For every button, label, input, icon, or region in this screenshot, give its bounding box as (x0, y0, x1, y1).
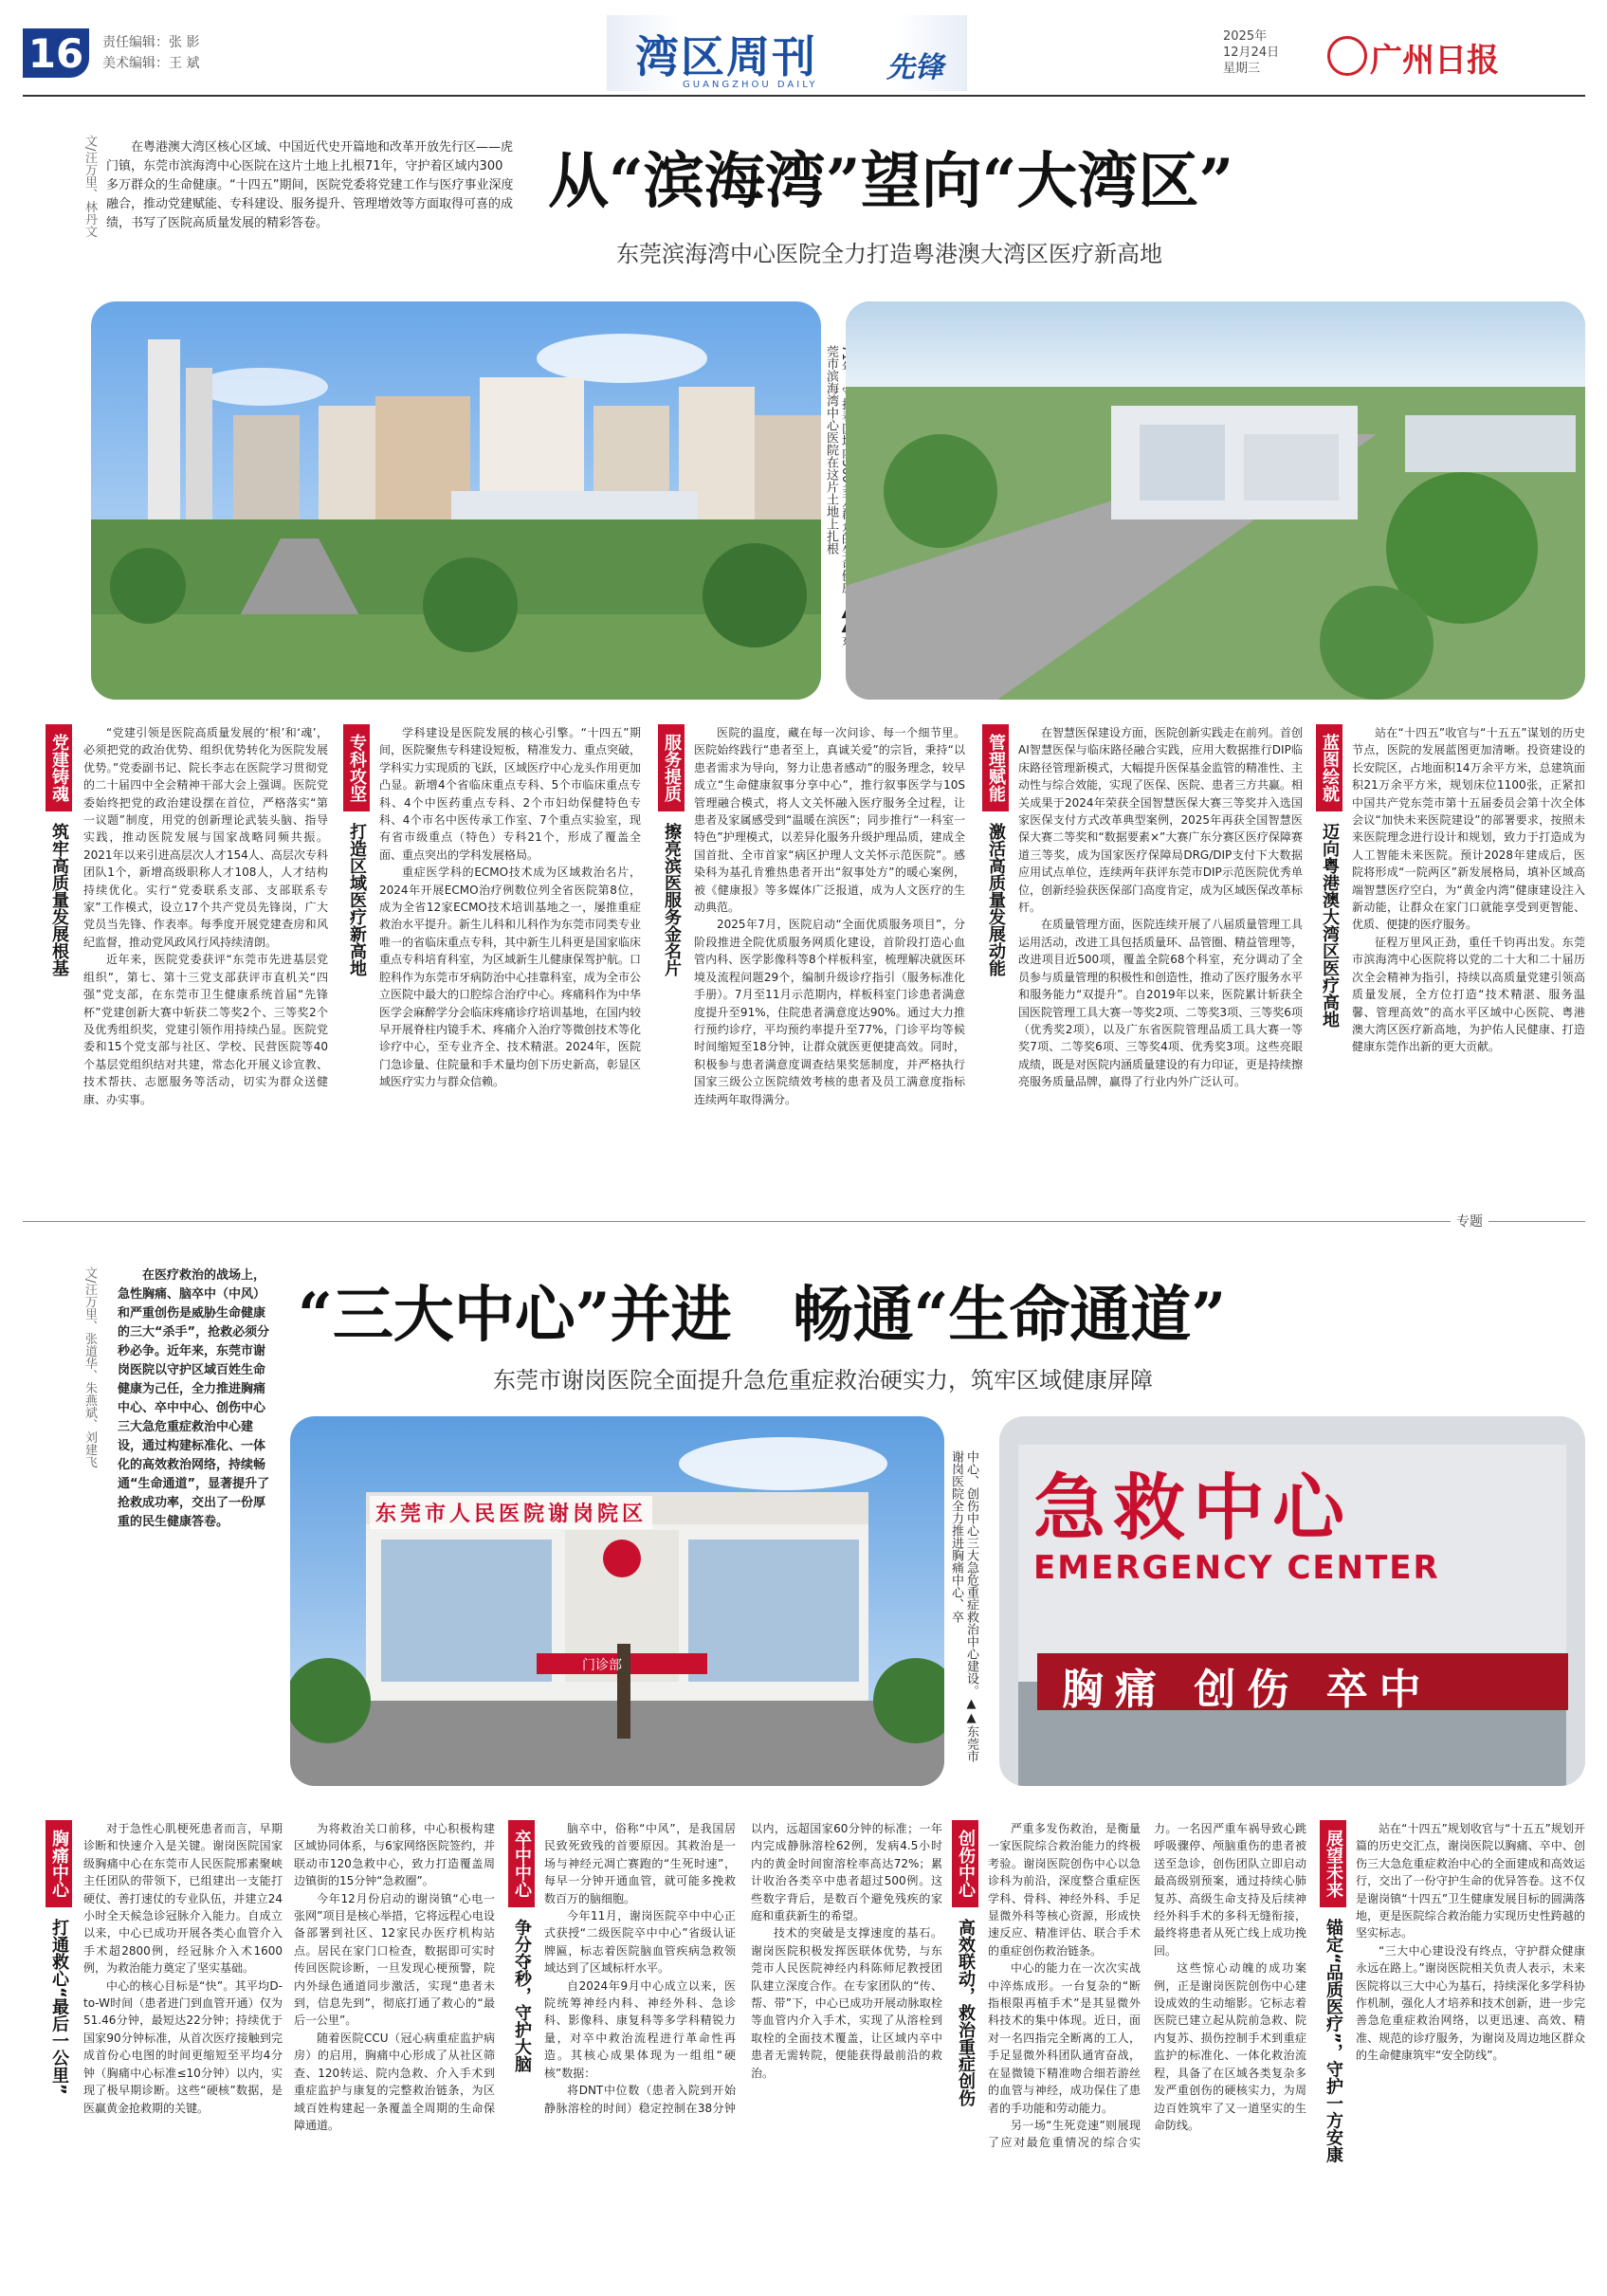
a2-s2-tag: 卒中中心 (508, 1820, 535, 1907)
a2-s2-p4: 将DNT中位数（患者入院到开始静脉溶栓的时间）稳定控制在38分钟以内，远超国家60分钟的标准；一年内完成静脉溶栓62例，发病4.5小时内的黄金时间窗溶栓率高达72%；累计收治各类卒中患者超过500例。这些数字背后，是数百个避免残疾的家庭和重获新生的希望。 (544, 1822, 942, 2115)
er-sign: 急救中心 (1033, 1466, 1352, 1550)
gate-sign: 门诊部 (582, 1658, 622, 1673)
paper-name: 广州日报 (1370, 42, 1499, 80)
a1-s4-head: 激活高质量发展动能 (986, 823, 1006, 976)
a2-s1b-body (294, 1820, 495, 2275)
a1-s1-p2: 近年来，医院党委获评“东莞市先进基层党组织”，第七、第十三党支部获评市直机关“四强”党支部，在东莞市卫生健康系统首届“先锋杯”党建创新大赛中斩获二等奖2个、三等奖2个及优秀组织奖，党建引领作用持续凸显。医院党委和15个党支部与社区、学校、民营医院等40个基层党组织结对共建，常态化开展义诊宣教、技术帮扶、志愿服务等活动，切实为群众送健康、办实事。 (83, 953, 328, 1106)
a2-s2-p2: 今年11月，谢岗医院卒中中心正式获授“二级医院卒中中心”省级认证牌匾，标志着医院脑血管疾病急救领域达到了区域标杆水平。 (544, 1909, 736, 1976)
a1-s2-body (379, 724, 641, 1198)
er-subsign: 胸痛 创伤 卒中 (1062, 1666, 1433, 1714)
article2-lead: 在医疗救治的战场上，急性胸痛、脑卒中（中风）和严重创伤是威胁生命健康的三大“杀手”，抢救必须分秒必争。近年来，东莞市谢岗医院以守护区域百姓生命健康为己任，全力推进胸痛中心、卒中中心、创伤中心三大急危重症救治中心建设，通过构建标准化、一体化的高效救治网络，持续畅通“生命通道”，显著提升了抢救成功率，交出了一份厚重的民生健康答卷。 (118, 1268, 270, 1529)
page-number: 16 (23, 28, 89, 78)
a2-s3-body (988, 1820, 1306, 2275)
a2-s2-p5: 技术的突破是支撑速度的基石。谢岗医院积极发挥医联体优势，与东莞市人民医院神经内科陈师尼教授团队建立深度合作。在专家团队的“传、帮、带”下，中心已成功开展动脉取栓等血管内介入手术，实现了从溶栓到取栓的全面技术覆盖，让区域内卒中患者无需转院，便能获得最前沿的救治。 (751, 1926, 942, 2080)
hospital-sign: 东莞市人民医院谢岗院区 (370, 1496, 652, 1529)
a2-s1-p2: 中心的核心目标是“快”。其平均D-to-W时间（患者进门到血管开通）仅为51.46分钟，最短达22分钟；持续优于国家90分钟标准，从首次医疗接触到完成首份心电图的时间更缩短至平均4分钟（胸痛中心标准≤10分钟）以内，实现了极早期诊断。这些“硬核”数据，是医赢黄金抢救期的关键。 (83, 1978, 283, 2115)
article1-lead: 在粤港澳大湾区核心区域、中国近代史开篇地和改革开放先行区——虎门镇，东莞市滨海湾中心医院在这片土地上扎根71年，守护着区域内300多万群众的生命健康。“十四五”期间，医院党委将党建工作与医疗事业深度融合，推动党建赋能、专科建设、服务提升、管理增效等方面取得可喜的成绩，书写了医院高质量发展的精彩答卷。 (106, 140, 514, 230)
er-sign-english: EMERGENCY CENTER (1033, 1549, 1440, 1587)
a1-s3-p1: 医院的温度，藏在每一次问诊、每一个细节里。医院始终践行“患者至上，真诚关爱”的宗旨，秉持“以患者需求为导向，努力让患者感动”的服务理念，较早成立“生命健康叙事分享中心”，推行叙事医学与10S管理融合模式，将人文关怀融入医疗服务全过程，让患者及家属感受到“温暖在滨医”；同步推行“一科室一特色”护理模式，以差异化服务升级护理品质，建成全国首批、全市首家“病区护理人文关怀示范医院”。感染科为基孔肯雅热患者开出“叙事处方”的暖心案例，被《健康报》等多媒体广泛报道，成为人文医疗的生动典范。 (694, 726, 965, 915)
article2-photo-hospital (290, 1416, 944, 1786)
special-topic-label: 专题 (1451, 1212, 1488, 1230)
section-title: 湾区周刊 (635, 31, 817, 82)
article1-photo-aerial (846, 301, 1585, 700)
article2-byline: 文/汪万里、张道华、朱燕斌、刘建飞 (82, 1266, 97, 1468)
article2-title: “三大中心”并进 畅通“生命通道” (298, 1280, 1227, 1351)
section-subtitle: 先锋 (886, 51, 943, 84)
a2-s1-p1: 对于急性心肌梗死患者而言，早期诊断和快速介入是关键。谢岗医院国家级胸痛中心在东莞市人民医院邢素聚峡主任团队的带领下，已组建出一支能打硬仗、善打速仗的专业队伍，并建立24小时全天候急诊冠脉介入能力。自成立以来，中心已成功开展各类心血管介入手术超2800例，经冠脉介入术1600例，为救治能力奠定了坚实基础。 (83, 1822, 283, 1976)
article1-photo-caption: 莞市滨海湾中心医院在这片土地上扎根 (824, 345, 838, 555)
header-rule (23, 95, 1585, 97)
a2-s3-head: 高效联动，救治重症创伤 (956, 1919, 976, 2106)
a1-s5-body (1352, 724, 1585, 1198)
a2-s2-p3: 自2024年9月中心成立以来，医院统筹神经内科、神经外科、急诊科、影像科、康复科等多学科精锐力量，对卒中救治流程进行革命性再造。其核心成果体现为一组组“硬核”数据： (544, 1978, 736, 2080)
date-weekday: 星期三 (1223, 62, 1261, 76)
a2-s1b-p1: 为将救治关口前移，中心积极构建区域协同体系，与6家网络医院签约，并联动市120急救中心，致力打造覆盖周边镇街的15分钟“急救圈”。 (294, 1822, 495, 1888)
editor-credits (102, 32, 199, 74)
article1-subtitle: 东莞滨海湾中心医院全力打造粤港澳大湾区医疗新高地 (616, 241, 1162, 267)
a2-s1-tag: 胸痛中心 (46, 1820, 72, 1907)
a1-s3-body (694, 724, 965, 1198)
section-english: GUANGZHOU DAILY (683, 80, 818, 90)
a2-s4-body (1356, 1820, 1585, 2275)
section-divider (23, 1221, 1585, 1222)
a1-s3-head: 擦亮滨医服务金名片 (662, 823, 682, 976)
a1-s2-p1: 学科建设是医院发展的核心引擎。“十四五”期间，医院聚焦专科建设短板，精准发力、重点突破，学科实力实现质的飞跃，区域医疗中心龙头作用更加凸显。新增4个省临床重点专科、5个市临床重点专科、4个中医药重点专科、2个市妇幼保健特色专科、4个市名中医传承工作室、7个重点实验室，现有省市级重点（特色）专科21个，形成了覆盖全面、重点突出的学科发展格局。 (379, 726, 641, 862)
a2-s1-body (83, 1820, 283, 2275)
a2-s3-p3: 另一场“生死竞速”则展现了应对最危重情况的综合实力。一名因严重车祸导致心跳呼吸骤停、颅脑重伤的患者被送至急诊，创伤团队立即启动最高级别预案，通过持续心肺复苏、高级生命支持及后续神经外科手术的多科无缝衔接，最终将患者从死亡线上成功挽回。 (988, 1822, 1306, 2150)
paper-logo-icon (1327, 36, 1367, 76)
designer-name: 美术编辑：王 斌 (102, 56, 200, 71)
a2-s1-head: 打通救心“最后一公里” (49, 1919, 69, 2095)
a2-s1b-p3: 随着医院CCU（冠心病重症监护病房）的启用，胸痛中心形成了从社区筛查、120转运、院内急救、介入手术到重症监护与康复的完整救治链条，为区域百姓构建起一条覆盖全周期的生命保障通道。 (294, 2031, 495, 2132)
a1-s4-body (1018, 724, 1303, 1198)
article1-byline: 文/汪万里、林丹文 (82, 135, 97, 238)
a2-s3-p1: 严重多发伤救治，是衡量一家医院综合救治能力的终极考验。谢岗医院创伤中心以急诊科为前沿，深度整合重症医学科、骨科、神经外科、手足显微外科等核心资源，形成快速反应、精准评估、联合手术的重症创伤救治链条。 (988, 1822, 1141, 1958)
a2-s2-body (544, 1820, 942, 2275)
article1-photo-hospital (91, 301, 821, 700)
a2-s1b-p2: 今年12月份启动的谢岗镇“心电一张网”项目是核心举措，它将远程心电设备部署到社区、12家民办医疗机构站点。居民在家门口检查，数据即可实时传回医院诊断，一旦发现心梗预警，院内外绿色通道同步激活，实现“患者未到，信息先到”，彻底打通了救心的“最后一公里”。 (294, 1891, 495, 2028)
a2-s4-p2: “三大中心建设没有终点，守护群众健康永远在路上。”谢岗医院相关负责人表示，未来医院将以三大中心为基石，持续深化多学科协作机制，强化人才培养和技术创新，进一步完善急危重症救治网络，以更迅速、高效、精准、规范的诊疗服务，为谢岗及周边地区群众的生命健康筑牢“安全防线”。 (1356, 1943, 1585, 2063)
a1-s1-body (83, 724, 328, 1198)
article2-photo-caption: 中心、创伤中心三大急危重症救治中心建设。▲▲东莞市谢岗医院全力推进胸痛中心、卒 (949, 1450, 978, 1762)
a1-s5-head: 迈向粤港澳大湾区医疗高地 (1320, 823, 1340, 1028)
a1-s5-p1: 站在“十四五”收官与“十五五”谋划的历史节点，医院的发展蓝图更加清晰。投资建设的长安院区，占地面积14万余平方米，总建筑面积21万余平方米，规划床位1100张，正紧扣中国共产党东莞市第十五届委员会第十次全体会议“加快未来医院建设”的部署要求，按照未来医院理念进行设计和规划，致力于打造成为人工智能未来医院。预计2028年建成后，医院将形成“一院两区”新发展格局，填补区域高端智慧医疗空白，为“黄金内湾”健康建设注入新动能，让群众在家门口就能享受到更智能、优质、便捷的医疗服务。 (1352, 726, 1585, 932)
a1-s2-tag: 专科攻坚 (343, 724, 370, 811)
campus-aerial-illustration (846, 301, 1585, 700)
a1-s2-head: 打造区域医疗新高地 (347, 823, 367, 976)
a2-s4-p1: 站在“十四五”规划收官与“十五五”规划开篇的历史交汇点，谢岗医院以胸痛、卒中、创伤三大急危重症救治中心的全面建成和高效运行，交出了一份守护生命的优异答卷。这不仅是谢岗镇“十四五”卫生健康发展目标的圆满落地，更是医院综合救治能力实现历史性跨越的坚实标志。 (1356, 1822, 1585, 1941)
a2-s3-p2: 中心的能力在一次次实战中淬炼成形。一台复杂的“断指根限再植手术”是其显微外科技术的集中体现。近日，面对一名四指完全断离的工人，手足显微外科团队通宵奋战，在显微镜下精准吻合细若游丝的血管与神经，成功保住了患者的手功能和劳动能力。 (988, 1961, 1141, 2115)
article1-title: 从“滨海湾”望向“大湾区” (548, 146, 1234, 217)
xiegang-hospital-illustration (290, 1416, 944, 1786)
a1-s4-p2: 在质量管理方面，医院连续开展了八届质量管理工具运用活动，改进工具包括质量环、品管圈、精益管理等，改进项目近500项，覆盖全院68个科室，充分调动了全员参与质量管理的积极性和创造性，推动了医疗服务水平和服务能力“双提升”。自2019年以来，医院累计斩获全国医院管理工具大赛一等奖2项、二等奖3项、三等奖6项（优秀奖2项），以及广东省医院管理品质工具大赛一等奖7项、二等奖6项、三等奖4项、优秀奖3项。这些亮眼成绩，既是对医院内涵质量建设的有力印证，更是持续擦亮服务质量品牌，赢得了行业内外广泛认可。 (1018, 918, 1303, 1089)
article2-subtitle: 东莞市谢岗医院全面提升急危重症救治硬实力，筑牢区域健康屏障 (493, 1367, 1153, 1394)
date-monthday: 12月24日 (1223, 46, 1280, 60)
a1-s1-p1: “党建引领是医院高质量发展的‘根’和‘魂’，必须把党的政治优势、组织优势转化为医院发展优势。”党委副书记、院长李志在医院学习贯彻党的二十届四中全会精神干部大会上强调。医院党委始终把党的政治建设摆在首位，严格落实“第一议题”制度，用党的创新理论武装头脑、指导实践，推动医院发展与国家战略同频共振。2021年以来引进高层次人才154人、高层次专科团队1个，新增高级职称人才108人，人才结构持续优化。实行“党委联系支部、支部联系专家”工作模式，设立17个共产党员先锋岗，广大党员当先锋、作表率。每季度开展党建查房和风纪监督，推动党风政风行风持续清朗。 (83, 726, 328, 949)
a1-s2-p2: 重症医学科的ECMO技术成为区域救治名片，2024年开展ECMO治疗例数位列全省医院第8位，成为全省12家ECMO技术培训基地之一，屡推重症救治水平提升。新生儿科和儿科作为东莞市同类专业唯一的省临床重点专科，其中新生儿科更是国家临床重点专科培育科室，为区域新生儿健康保驾护航。口腔科作为东莞市牙病防治中心挂靠科室，成为全市公立医院中最大的口腔综合治疗中心。疼痛科作为中华医学会麻醉学分会临床疼痛诊疗培训基地，在国内较早开展脊柱内镜手术、疼痛介入治疗等微创技术等化诊疗中心，至专业齐全、技术精湛。2024年，医院门急诊量、住院量和手术量均创下历史新高，彰显区域医疗实力与群众信赖。 (379, 866, 641, 1089)
a1-s3-p2: 2025年7月，医院启动“全面优质服务项目”，分阶段推进全院优质服务网质化建设，首阶段打造心血管内科、医学影像科等8个样板科室，梳理解决就医环境及流程问题29个，编制升级诊疗指引（服务标准化手册）。7月至11月示范期内，样板科室门诊患者满意度提升至91%，住院患者满意度达90%。通过大力推行预约诊疗，平均预约率提升至77%，门诊平均等候时间缩短至18分钟，让群众就医更便捷高效。同时，积极参与患者满意度调查结果奖惩制度，并严格执行国家三级公立医院绩效考核的患者及员工满意度指标连续两年取得满分。 (694, 918, 965, 1106)
a1-s1-head: 筑牢高质量发展根基 (49, 823, 69, 976)
a2-s2-p1: 脑卒中，俗称“中风”，是我国居民致死致残的首要原因。其救治是一场与神经元凋亡赛跑的“生死时速”，每早一分钟开通血管，就可能多挽救数百万的脑细胞。 (544, 1822, 736, 1905)
a2-s4-head: 锚定“品质医疗”，守护一方安康 (1324, 1919, 1343, 2163)
a2-s4-tag: 展望未来 (1320, 1820, 1346, 1907)
issue-date (1223, 28, 1279, 77)
a1-s4-p1: 在智慧医保建设方面，医院创新实践走在前列。首创AI智慧医保与临床路径融合实践，应用大数据推行DIP临床路径管理新模式，大幅提升医保基金监管的精准性、主动性与综合效能，实现了医保、医院、患者三方共赢。相关成果于2024年荣获全国智慧医保大赛三等奖并入选国家医保支付方式改革典型案例，2025年再获全国智慧医保大赛二等奖和“数据要素×”大赛广东分赛区医疗保障赛道三等奖，成为国家医疗保障局DRG/DIP支付下大数据应用试点单位，连续两年获评东莞市DIP示范医院优秀单位，创新经验获医保部门高度肯定，成为区域医保改革标杆。 (1018, 726, 1303, 915)
hospital-city-illustration (91, 301, 821, 700)
a1-s5-p2: 征程万里风正劲，重任千钧再出发。东莞市滨海湾中心医院将以党的二十大和二十届历次全会精神为指引，持续以高质量党建引领高质量发展，全方位打造“技术精湛、服务温馨、管理高效”的高水平区域中心医院、粤港澳大湾区医疗新高地，为护佑人民健康、打造健康东莞作出新的更大贡献。 (1352, 935, 1585, 1054)
a1-s5-tag: 蓝图绘就 (1316, 724, 1342, 811)
a2-s3-p4: 这些惊心动魄的成功案例，正是谢岗医院创伤中心建设成效的生动缩影。它标志着医院已建立起从院前急救、院内复苏、损伤控制手术到重症监护的标准化、一体化救治流程，具备了在区域各类复杂多发严重创伤的硬核实力，为周边百姓筑牢了又一道坚实的生命防线。 (1154, 1961, 1306, 2132)
editor-name: 责任编辑：张 影 (102, 35, 200, 50)
a2-s3-tag: 创伤中心 (952, 1820, 978, 1907)
a1-s3-tag: 服务提质 (658, 724, 685, 811)
a2-s2-head: 争分夺秒，守护大脑 (512, 1919, 532, 2072)
a1-s4-tag: 管理赋能 (982, 724, 1009, 811)
a1-s1-tag: 党建铸魂 (46, 724, 72, 811)
date-year: 2025年 (1223, 29, 1268, 44)
hospital-cross-icon (603, 1540, 641, 1577)
